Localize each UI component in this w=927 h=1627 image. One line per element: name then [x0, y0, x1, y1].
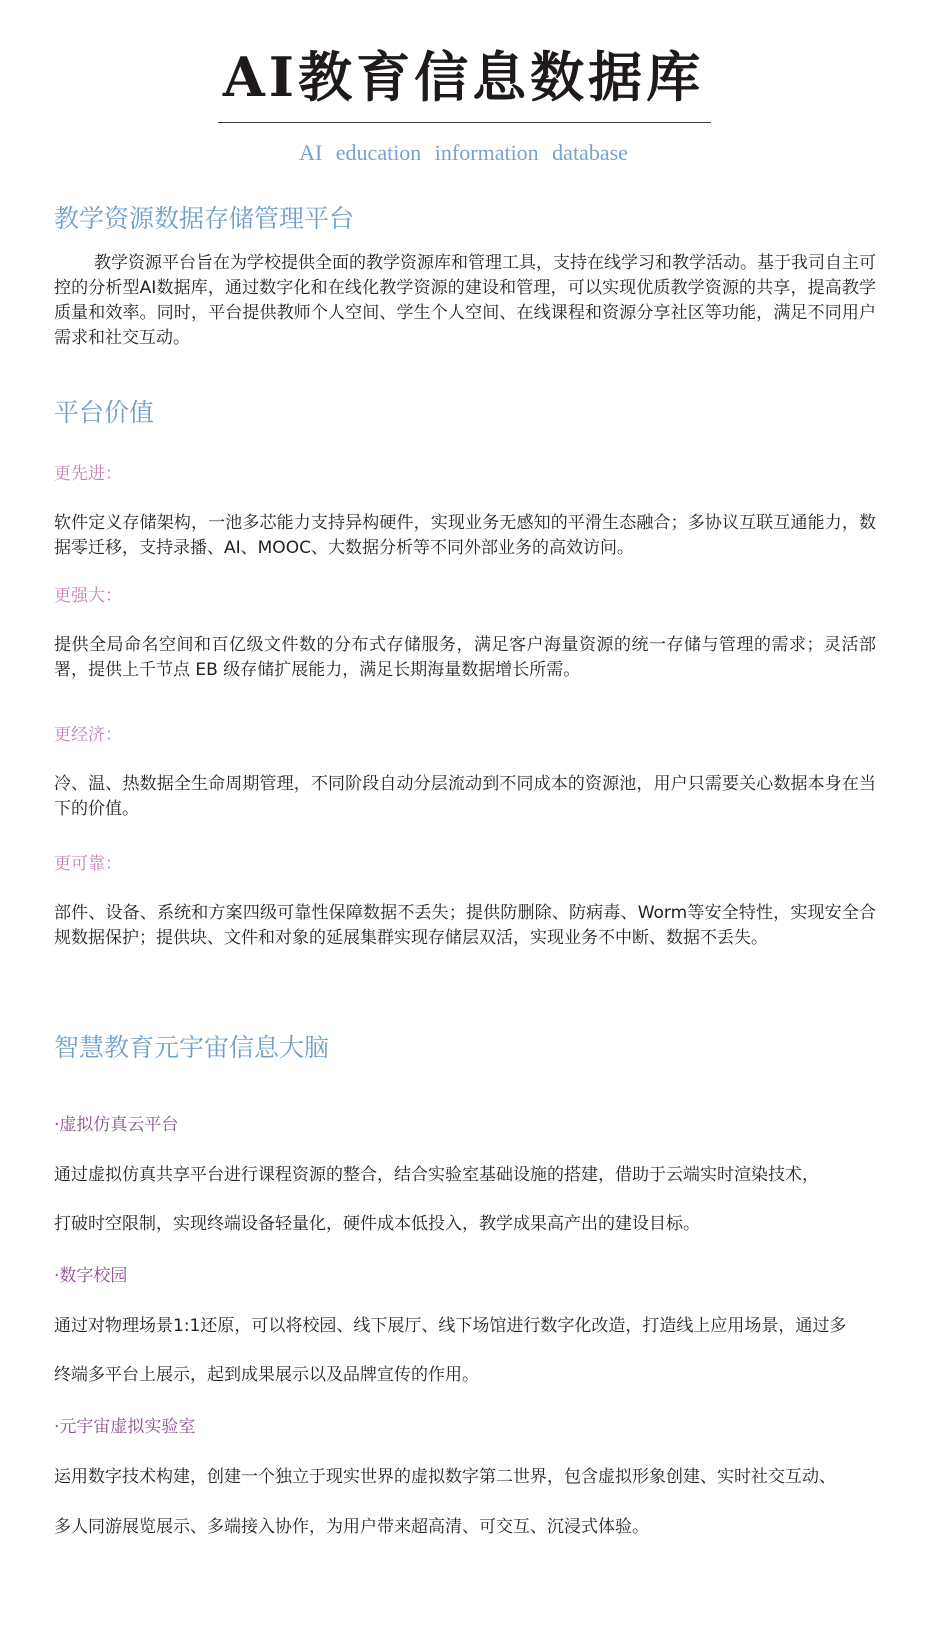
value-text-reliable: 部件、设备、系统和方案四级可靠性保障数据不丢失；提供防删除、防病毒、Worm等安全特性，实现安全合规数据保护；提供块、文件和对象的延展集群实现存储层双活，实现业务不中断、数据不丢失。	[54, 903, 876, 948]
feature-label-metaverse-lab: ·元宇宙虚拟实验室	[54, 1417, 196, 1437]
value-label-powerful: 更强大：	[54, 586, 122, 606]
section-heading-platform-value: 平台价值	[54, 398, 155, 427]
feature-line: 终端多平台上展示，起到成果展示以及品牌宣传的作用。	[54, 1365, 479, 1385]
value-text-advanced: 软件定义存储架构，一池多芯能力支持异构硬件，实现业务无感知的平滑生态融合；多协议互联互通能力，数据零迁移，支持录播、AI、MOOC、大数据分析等不同外部业务的高效访问。	[54, 513, 876, 558]
feature-line: 运用数字技术构建，创建一个独立于现实世界的虚拟数字第二世界，包含虚拟形象创建、实时社交互动、	[54, 1467, 836, 1487]
section-heading-metaverse-brain: 智慧教育元宇宙信息大脑	[54, 1033, 330, 1062]
value-label-reliable: 更可靠：	[54, 854, 122, 874]
feature-line: 打破时空限制，实现终端设备轻量化，硬件成本低投入，教学成果高产出的建设目标。	[54, 1214, 700, 1234]
value-text-powerful: 提供全局命名空间和百亿级文件数的分布式存储服务，满足客户海量资源的统一存储与管理的需求；灵活部署，提供上千节点 EB 级存储扩展能力，满足长期海量数据增长所需。	[54, 635, 876, 680]
section-heading-teaching-resources: 教学资源数据存储管理平台	[54, 204, 355, 233]
page-title: AI教育信息数据库	[222, 45, 705, 109]
value-text-economical: 冷、温、热数据全生命周期管理，不同阶段自动分层流动到不同成本的资源池，用户只需要关心数据本身在当下的价值。	[54, 774, 876, 819]
feature-label-virtual-simulation: ·虚拟仿真云平台	[54, 1115, 179, 1135]
title-divider	[218, 122, 711, 123]
feature-label-digital-campus: ·数字校园	[54, 1266, 128, 1286]
section-paragraph-teaching-resources: 教学资源平台旨在为学校提供全面的教学资源库和管理工具，支持在线学习和教学活动。基于我司自主可控的分析型AI数据库，通过数字化和在线化教学资源的建设和管理，可以实现优质教学资源的共享，提高教学质量和效率。同时，平台提供教师个人空间、学生个人空间、在线课程和资源分享社区等功能，满足不同用户需求和社交互动。	[54, 253, 876, 348]
page-subtitle: AI education information database	[299, 140, 628, 165]
value-label-economical: 更经济：	[54, 725, 122, 745]
feature-line: 通过对物理场景1:1还原，可以将校园、线下展厅、线下场馆进行数字化改造，打造线上应用场景，通过多	[54, 1316, 847, 1336]
value-label-advanced: 更先进：	[54, 464, 122, 484]
feature-line: 通过虚拟仿真共享平台进行课程资源的整合，结合实验室基础设施的搭建，借助于云端实时渲染技术，	[54, 1165, 819, 1185]
feature-line: 多人同游展览展示、多端接入协作，为用户带来超高清、可交互、沉浸式体验。	[54, 1517, 649, 1537]
